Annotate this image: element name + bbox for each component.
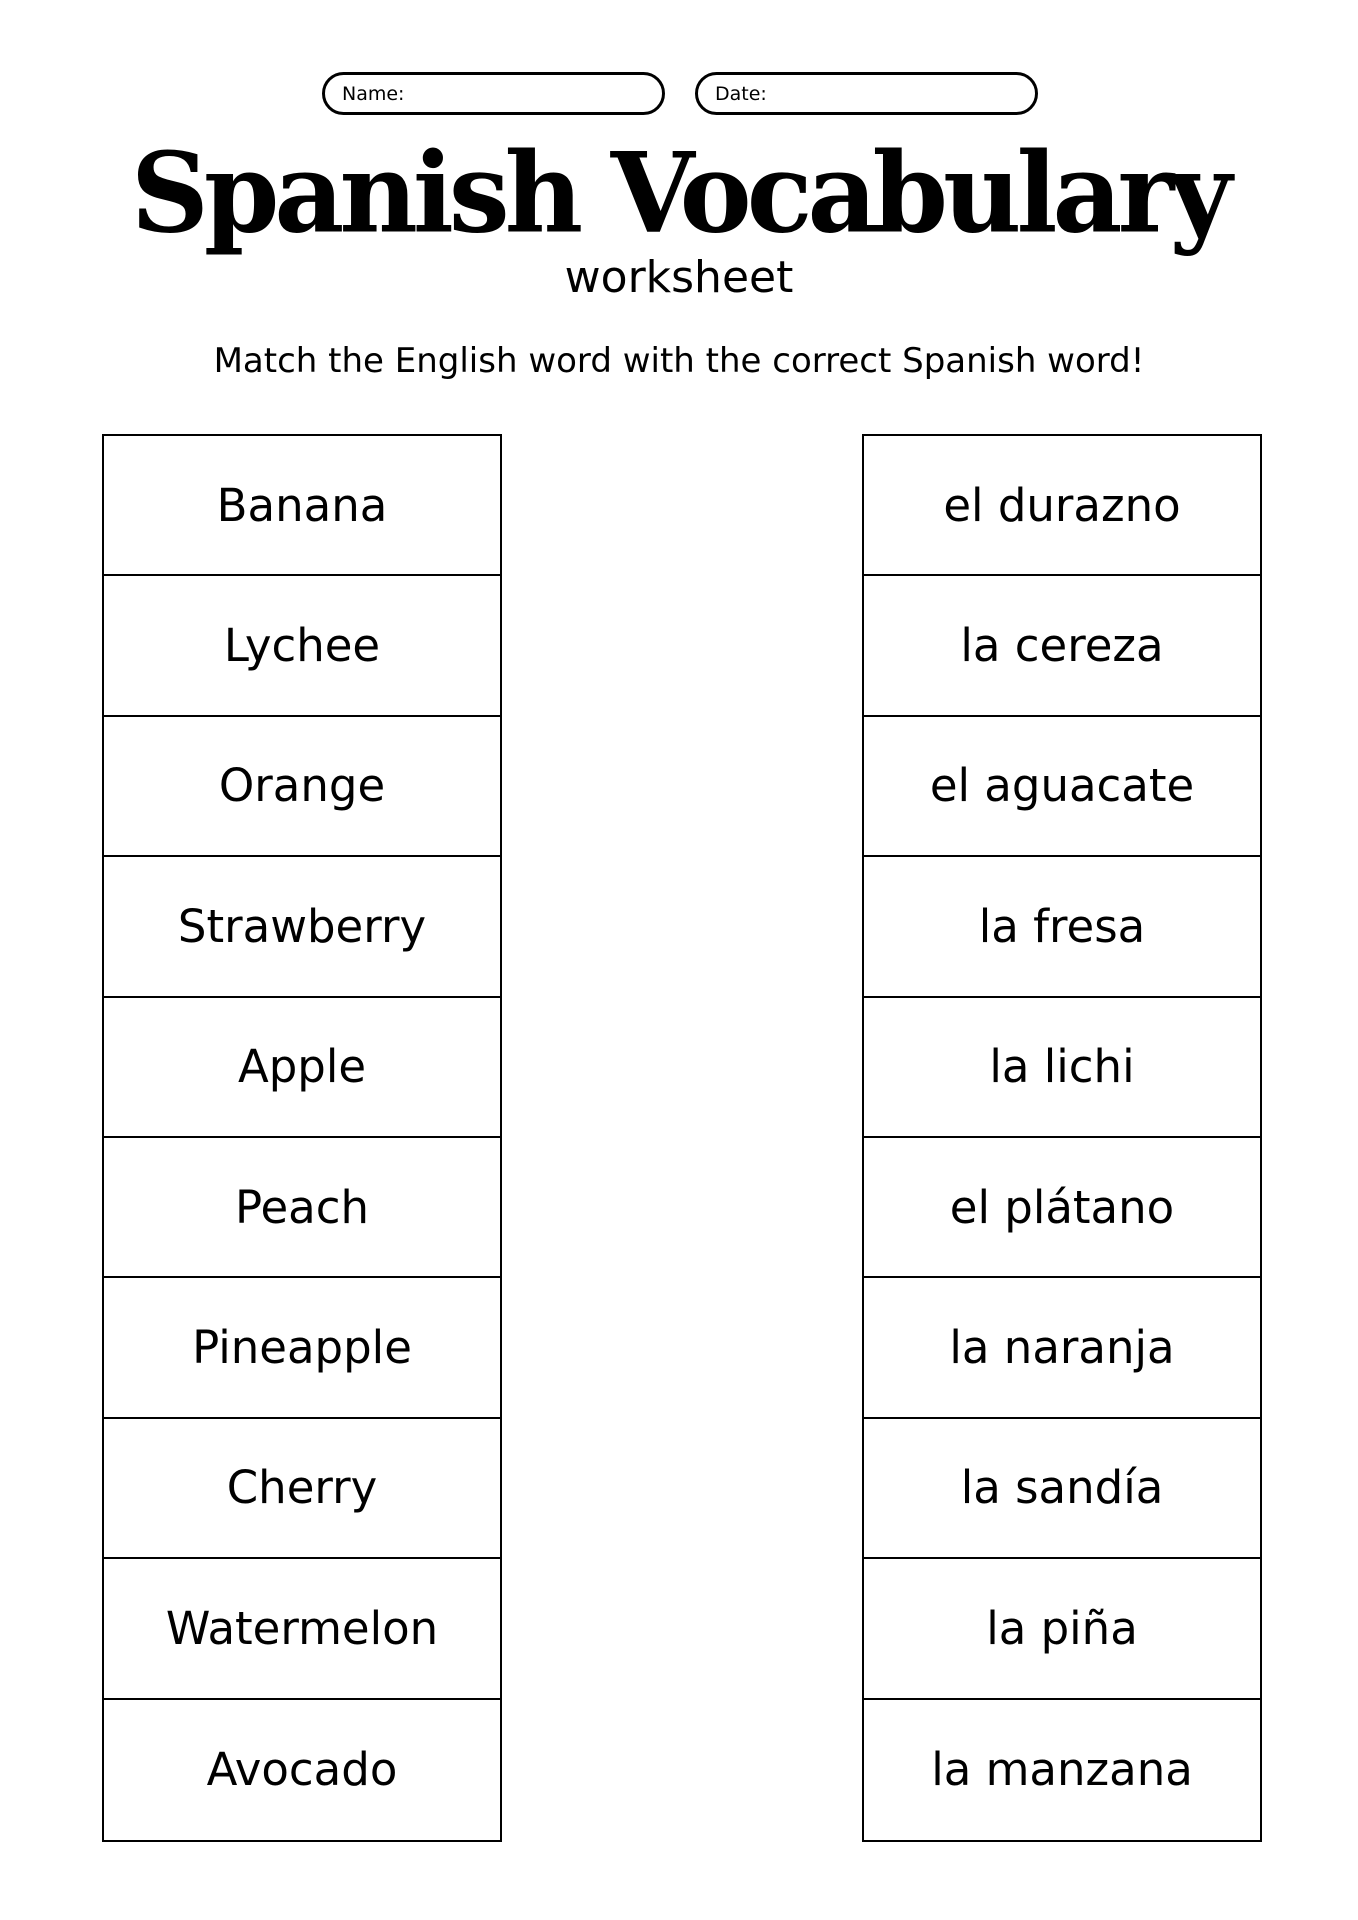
spanish-word-cell: la piña	[864, 1559, 1260, 1699]
date-field[interactable]	[695, 72, 1038, 115]
english-word-cell: Pineapple	[104, 1278, 500, 1418]
name-field[interactable]	[322, 72, 665, 115]
english-word-cell: Lychee	[104, 576, 500, 716]
spanish-word-cell: la lichi	[864, 998, 1260, 1138]
spanish-words-column	[862, 434, 1262, 1842]
english-word-cell: Cherry	[104, 1419, 500, 1559]
english-word-cell: Apple	[104, 998, 500, 1138]
spanish-word-cell: la cereza	[864, 576, 1260, 716]
english-word-cell: Peach	[104, 1138, 500, 1278]
english-word-cell: Banana	[104, 436, 500, 576]
spanish-word-cell: la fresa	[864, 857, 1260, 997]
english-word-cell: Watermelon	[104, 1559, 500, 1699]
english-word-cell: Avocado	[206, 1743, 398, 1797]
spanish-word-cell: el plátano	[864, 1138, 1260, 1278]
page-subtitle: worksheet	[564, 252, 794, 303]
spanish-word-cell: la sandía	[864, 1419, 1260, 1559]
spanish-word-cell: el durazno	[864, 436, 1260, 576]
instructions-text: Match the English word with the correct Spanish word!	[213, 341, 1145, 381]
spanish-word-cell: la manzana	[931, 1743, 1193, 1797]
english-words-column	[102, 434, 502, 1842]
english-word-cell: Strawberry	[104, 857, 500, 997]
date-label: Date:	[715, 82, 767, 105]
english-word-cell: Orange	[104, 717, 500, 857]
spanish-word-cell: el aguacate	[864, 717, 1260, 857]
name-label: Name:	[342, 82, 405, 105]
page-title: Spanish Vocabulary	[130, 129, 1228, 259]
spanish-word-cell: la naranja	[864, 1278, 1260, 1418]
